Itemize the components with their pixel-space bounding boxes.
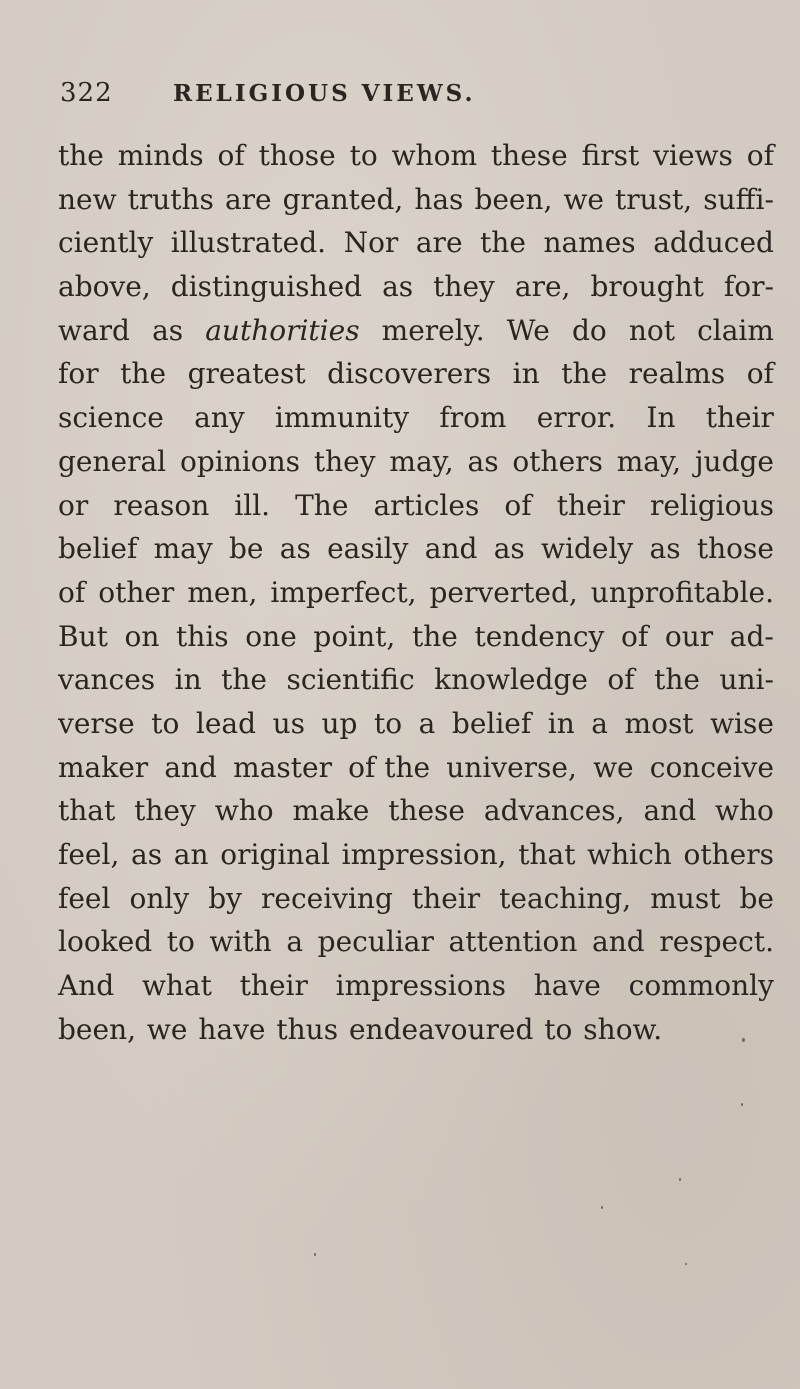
word: feel, bbox=[58, 838, 120, 871]
word: ill. bbox=[234, 488, 271, 522]
word: not bbox=[628, 313, 675, 347]
word: who bbox=[214, 794, 274, 828]
word: commonly bbox=[628, 969, 774, 1003]
word: immunity bbox=[274, 401, 410, 435]
word: an bbox=[173, 838, 209, 871]
word: trust, bbox=[615, 182, 693, 216]
word: knowledge bbox=[434, 663, 588, 697]
word: scientific bbox=[286, 663, 415, 697]
text-line bbox=[58, 484, 774, 528]
page-number: 322 bbox=[60, 78, 113, 108]
text-line bbox=[58, 221, 774, 265]
word: tendency bbox=[474, 619, 605, 653]
word: point, bbox=[313, 619, 396, 653]
word: of bbox=[621, 619, 649, 653]
word: and bbox=[592, 925, 645, 959]
word: of bbox=[746, 139, 774, 172]
word: their bbox=[556, 488, 625, 522]
word: the bbox=[561, 357, 608, 391]
word: impression, bbox=[341, 838, 507, 871]
word: of bbox=[746, 357, 774, 391]
word: the bbox=[120, 357, 167, 391]
word: of bbox=[58, 575, 86, 609]
word: original bbox=[220, 838, 330, 871]
word: distinguished bbox=[170, 270, 363, 304]
word: names bbox=[543, 226, 636, 260]
word: imperfect, bbox=[270, 575, 417, 609]
word: claim bbox=[697, 313, 774, 347]
word: to bbox=[166, 925, 195, 959]
word: others bbox=[512, 444, 603, 478]
word: on bbox=[124, 619, 160, 653]
word: granted, bbox=[282, 182, 404, 216]
word: a bbox=[591, 706, 608, 740]
word: a bbox=[286, 925, 304, 959]
word: easily bbox=[327, 532, 409, 566]
word: as bbox=[467, 444, 499, 478]
word: science bbox=[58, 401, 164, 435]
word: these bbox=[388, 794, 465, 828]
word: most bbox=[624, 706, 694, 740]
word: for- bbox=[723, 270, 774, 304]
word: who bbox=[715, 794, 774, 828]
text-line bbox=[58, 615, 774, 659]
word: opinions bbox=[180, 444, 300, 478]
word: in bbox=[547, 706, 575, 740]
word: up bbox=[321, 706, 358, 740]
word: judge bbox=[694, 444, 774, 478]
word: of bbox=[607, 663, 635, 697]
word: may, bbox=[616, 444, 681, 478]
word: this bbox=[176, 619, 229, 653]
word: ward bbox=[58, 313, 130, 347]
word: make bbox=[292, 794, 370, 828]
text-line bbox=[58, 877, 774, 921]
word: general bbox=[58, 444, 167, 478]
paper-speck bbox=[741, 1103, 743, 1106]
word: illustrated. bbox=[170, 226, 327, 260]
word: be bbox=[739, 881, 774, 915]
word: are bbox=[224, 182, 272, 216]
word: suffi- bbox=[703, 182, 774, 216]
word: brought bbox=[590, 270, 704, 304]
text-line bbox=[58, 396, 774, 440]
word: of bbox=[504, 488, 532, 522]
word: above, bbox=[58, 270, 151, 304]
word: advances, bbox=[483, 794, 625, 828]
word: are, bbox=[514, 270, 571, 304]
word: are bbox=[415, 226, 463, 260]
text-line bbox=[58, 440, 774, 484]
word: in bbox=[512, 357, 540, 391]
word: the bbox=[221, 663, 267, 697]
word: and bbox=[424, 532, 478, 566]
word: of bbox=[217, 139, 245, 172]
word: must bbox=[650, 881, 721, 915]
paper-speck bbox=[314, 1253, 316, 1256]
word: thus bbox=[276, 1012, 339, 1046]
word: their bbox=[705, 401, 774, 435]
word: verse bbox=[58, 706, 135, 740]
word: any bbox=[194, 401, 245, 435]
word: teaching, bbox=[499, 881, 632, 915]
text-line bbox=[58, 134, 774, 178]
word: as bbox=[382, 270, 414, 304]
word: in bbox=[174, 663, 202, 697]
word: articles bbox=[373, 488, 480, 522]
word: attention bbox=[448, 925, 578, 959]
text-line bbox=[58, 702, 774, 746]
word: their bbox=[239, 969, 308, 1003]
word: belief bbox=[451, 706, 532, 740]
word: belief bbox=[58, 532, 138, 566]
word: looked bbox=[58, 925, 153, 959]
text-line bbox=[58, 746, 774, 790]
word: of the bbox=[348, 750, 431, 784]
word: perverted, bbox=[429, 575, 578, 609]
word: to bbox=[544, 1012, 573, 1046]
paper-speck bbox=[601, 1206, 603, 1209]
word: we bbox=[146, 1012, 188, 1046]
word: But bbox=[58, 619, 108, 653]
word: from bbox=[439, 401, 507, 435]
word: which bbox=[587, 838, 672, 871]
word: to bbox=[349, 139, 378, 172]
word: these bbox=[490, 139, 568, 172]
word: realms bbox=[628, 357, 726, 391]
word: the bbox=[58, 139, 104, 172]
word: do bbox=[571, 313, 607, 347]
word: whom bbox=[391, 139, 478, 172]
word: that bbox=[58, 794, 116, 828]
word: The bbox=[295, 488, 349, 522]
word: the bbox=[480, 226, 526, 260]
word: may bbox=[153, 532, 213, 566]
word: we bbox=[593, 750, 634, 784]
word: universe, bbox=[446, 750, 577, 784]
word: been, bbox=[58, 1012, 136, 1046]
word: may, bbox=[389, 444, 454, 478]
word: authorities bbox=[205, 313, 360, 347]
word: new bbox=[58, 182, 117, 216]
word: greatest bbox=[187, 357, 306, 391]
paper-speck bbox=[742, 1038, 745, 1042]
text-line bbox=[58, 964, 774, 1008]
word: respect. bbox=[659, 925, 774, 959]
text-line bbox=[58, 265, 774, 309]
word: We bbox=[506, 313, 550, 347]
word: or bbox=[58, 488, 89, 522]
word: lead bbox=[195, 706, 257, 740]
word: And bbox=[58, 969, 115, 1003]
word: have bbox=[198, 1012, 266, 1046]
word: Nor bbox=[343, 226, 399, 260]
word: maker bbox=[58, 750, 149, 784]
word: peculiar bbox=[317, 925, 434, 959]
word: we bbox=[563, 182, 604, 216]
word: others bbox=[683, 838, 774, 871]
word: be bbox=[228, 532, 264, 566]
text-line bbox=[58, 309, 774, 353]
word: as bbox=[649, 532, 681, 566]
word: show. bbox=[583, 1012, 663, 1046]
word: the bbox=[411, 619, 458, 653]
word: wise bbox=[710, 706, 774, 740]
body-paragraph bbox=[58, 134, 774, 1051]
text-line bbox=[58, 571, 774, 615]
word: widely bbox=[541, 532, 634, 566]
word: they bbox=[134, 794, 196, 828]
word: to bbox=[151, 706, 180, 740]
word: endeavoured bbox=[348, 1012, 534, 1046]
text-line bbox=[58, 658, 774, 702]
text-line bbox=[58, 789, 774, 833]
word: error. bbox=[536, 401, 617, 435]
word: unprofitable. bbox=[590, 575, 774, 609]
word: men, bbox=[187, 575, 258, 609]
word: discoverers bbox=[327, 357, 492, 391]
word: master bbox=[233, 750, 332, 784]
word: by bbox=[208, 881, 242, 915]
text-line bbox=[58, 1008, 774, 1052]
word: what bbox=[141, 969, 212, 1003]
paper-speck bbox=[685, 1263, 687, 1265]
word: one bbox=[245, 619, 297, 653]
word: religious bbox=[649, 488, 774, 522]
word: conceive bbox=[649, 750, 774, 784]
running-head bbox=[60, 78, 760, 118]
paper-speck bbox=[679, 1178, 681, 1181]
word: merely. bbox=[381, 313, 485, 347]
word: they bbox=[433, 270, 495, 304]
word: our bbox=[664, 619, 714, 653]
word: that bbox=[518, 838, 576, 871]
word: ad- bbox=[729, 619, 774, 653]
word: to bbox=[374, 706, 403, 740]
word: vances bbox=[58, 663, 156, 697]
word: a bbox=[418, 706, 436, 740]
word: adduced bbox=[653, 226, 774, 260]
text-line bbox=[58, 352, 774, 396]
word: have bbox=[533, 969, 601, 1003]
word: truths bbox=[127, 182, 214, 216]
word: as bbox=[279, 532, 311, 566]
word: has bbox=[414, 182, 464, 216]
word: reason bbox=[113, 488, 210, 522]
word: been, bbox=[474, 182, 553, 216]
word: views bbox=[653, 139, 733, 172]
word: with bbox=[209, 925, 272, 959]
word: only bbox=[129, 881, 190, 915]
word: In bbox=[646, 401, 676, 435]
word: for bbox=[58, 357, 99, 391]
word: as bbox=[152, 313, 184, 347]
text-line bbox=[58, 833, 774, 877]
word: receiving bbox=[260, 881, 393, 915]
word: us bbox=[272, 706, 305, 740]
word: uni- bbox=[719, 663, 774, 697]
text-line bbox=[58, 920, 774, 964]
word: and bbox=[164, 750, 217, 784]
word: first bbox=[581, 139, 640, 172]
word: minds bbox=[117, 139, 204, 172]
word: the bbox=[654, 663, 700, 697]
word: feel bbox=[58, 881, 111, 915]
word: other bbox=[98, 575, 175, 609]
running-title: RELIGIOUS VIEWS. bbox=[173, 80, 476, 107]
word: those bbox=[696, 532, 774, 566]
text-line bbox=[58, 178, 774, 222]
word: their bbox=[411, 881, 481, 915]
word: ciently bbox=[58, 226, 154, 260]
word: as bbox=[493, 532, 525, 566]
word: as bbox=[131, 838, 163, 871]
word: those bbox=[258, 139, 336, 172]
word: and bbox=[643, 794, 697, 828]
word: they bbox=[313, 444, 376, 478]
word: impressions bbox=[335, 969, 506, 1003]
text-line bbox=[58, 527, 774, 571]
